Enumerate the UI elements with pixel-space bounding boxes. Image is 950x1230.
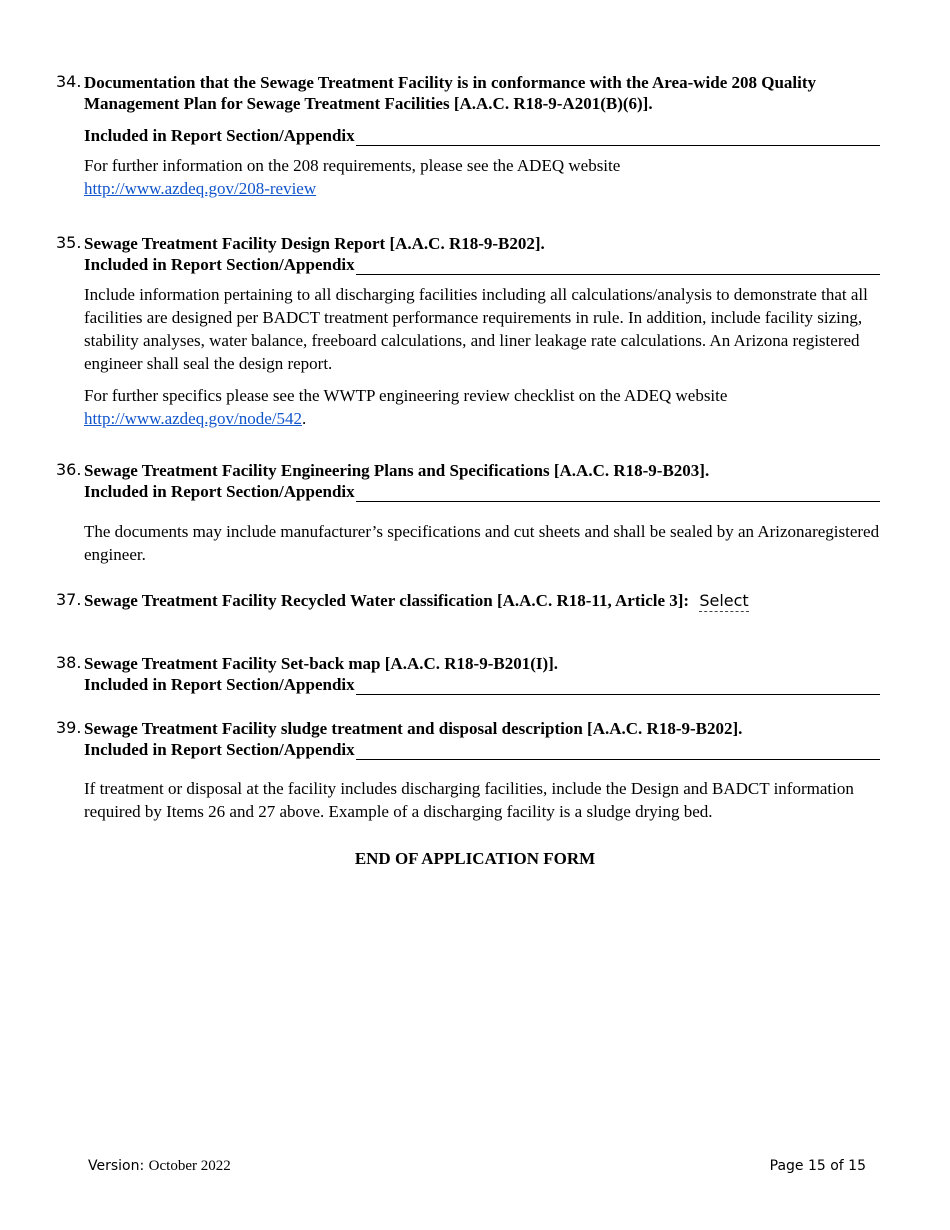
item-title: Sewage Treatment Facility Design Report [A.A.C. R18-9-B202]. [84,234,545,253]
wwtp-checklist-link[interactable]: http://www.azdeq.gov/node/542 [84,409,302,428]
classification-select[interactable]: Select [699,591,749,610]
included-label: Included in Report Section/Appendix [84,740,355,759]
info-text: For further information on the 208 requirements, please see the ADEQ website [84,156,621,175]
included-input-line[interactable] [356,255,880,275]
included-input-line[interactable] [356,675,880,695]
included-row [84,674,880,695]
included-label: Included in Report Section/Appendix [84,482,355,501]
end-of-form-heading: END OF APPLICATION FORM [354,849,596,868]
item-title: Sewage Treatment Facility Recycled Water classification [A.A.C. R18-11, Article 3]: [84,591,690,610]
item-title: Sewage Treatment Facility sludge treatment and disposal description [A.A.C. R18-9-B202]. [84,719,743,738]
included-label: Included in Report Section/Appendix [84,126,355,145]
item-number: 34. [56,72,82,91]
item-37 [56,590,880,611]
included-label: Included in Report Section/Appendix [84,255,355,274]
item-39 [56,718,880,823]
footer-page-number: Page 15 of 15 [769,1158,866,1174]
item-number: 38. [56,653,82,672]
version-label: Version: [88,1158,145,1174]
item-38 [56,653,880,695]
info-text: The documents may include manufacturer’s specifications and cut sheets and shall be sealed by an Arizonaregistered engineer. [84,522,880,564]
item-title: Sewage Treatment Facility Engineering Plans and Specifications [A.A.C. R18-9-B203]. [84,461,710,480]
item-number: 35. [56,233,82,252]
item-number: 36. [56,460,82,479]
included-label: Included in Report Section/Appendix [84,675,355,694]
included-row [84,254,880,275]
included-row [84,739,880,760]
item-number: 37. [56,590,82,609]
included-row [84,125,880,146]
item-34 [56,72,880,200]
item-36 [56,460,880,566]
info-text: Include information pertaining to all discharging facilities including all calculations/analysis to demonstrate that all facilities are designed per BADCT treatment performance requirements in rule. In addition, include facility sizing, stability analyses, water balance, freeboard calculations, and liner leakage rate calculations. An Arizona registered engineer shall seal the design report. [84,285,868,373]
item-title: Sewage Treatment Facility Set-back map [A.A.C. R18-9-B201(I)]. [84,654,559,673]
included-input-line[interactable] [356,740,880,760]
version-date: October 2022 [148,1158,231,1174]
item-title: Documentation that the Sewage Treatment Facility is in conformance with the Area-wide 208 Quality Management Plan for Sewage Treatment Facilities [A.A.C. R18-9-A201(B)(6)]. [84,73,817,113]
item-number: 39. [56,718,82,737]
included-input-line[interactable] [356,126,880,146]
included-row [84,481,880,502]
info-text: For further specifics please see the WWTP engineering review checklist on the ADEQ website [84,386,728,405]
footer-version [88,1158,231,1175]
included-input-line[interactable] [356,482,880,502]
adeq-208-link[interactable]: http://www.azdeq.gov/208-review [84,179,317,198]
item-35: 35. Sewage Treatment Facility Design Report [A.A.C. R18-9-B202]. Included in Report Section/Appendix Include information pertaining to all discharging facilities including all calculations/analysis to demonstrate that all facilities are designed per BADCT treatment performance requirements in rule. In addition, include facility sizing, stability analyses, water balance, freeboard calculations, and liner leakage rate calculations. An Arizona registered engineer shall seal the design report. For further specifics please see the WWTP engineering review checklist on the ADEQ website http://www.azdeq.gov/node/542. [56,233,880,430]
info-text: If treatment or disposal at the facility includes discharging facilities, include the Design and BADCT information required by Items 26 and 27 above. Example of a discharging facility is a sludge drying bed. [84,779,854,821]
